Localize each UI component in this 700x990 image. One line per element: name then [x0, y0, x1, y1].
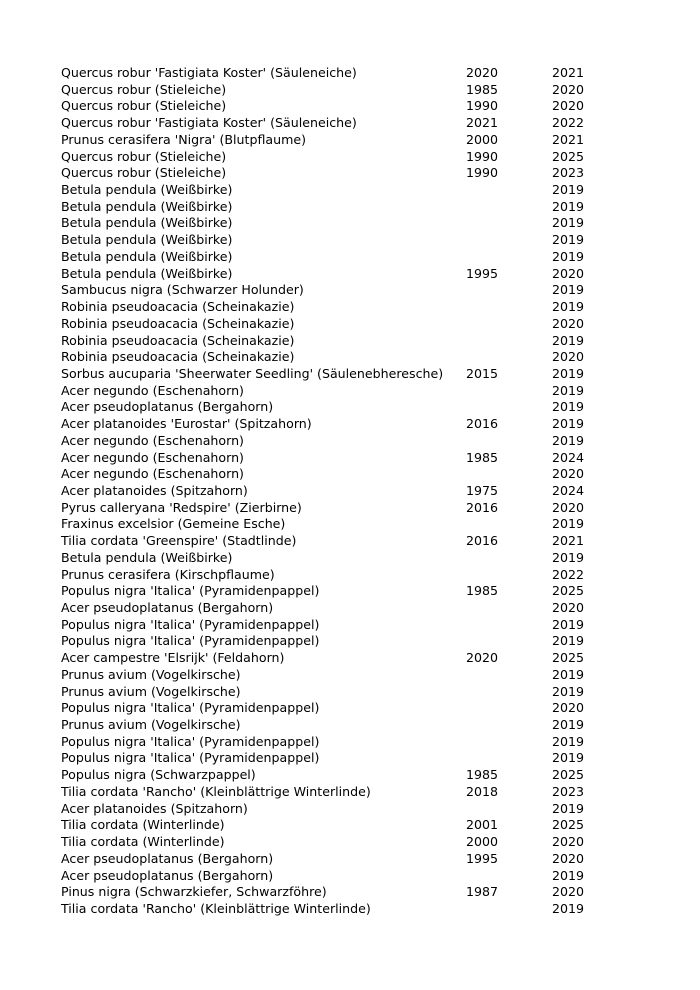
survey-year-cell: 2021 — [552, 533, 585, 549]
table-row — [61, 617, 621, 634]
survey-year-cell: 2019 — [552, 900, 585, 916]
species-cell: Robinia pseudoacacia (Scheinakazie) — [61, 315, 295, 331]
species-cell: Betula pendula (Weißbirke) — [61, 232, 233, 248]
planting-year-cell: 1985 — [466, 449, 499, 465]
species-cell: Quercus robur (Stieleiche) — [61, 98, 227, 114]
species-cell: Acer pseudoplatanus (Bergahorn) — [61, 600, 274, 615]
species-cell: Prunus cerasifera 'Nigra' (Blutpflaume) — [61, 131, 307, 147]
table-row — [61, 901, 621, 918]
species-cell: Robinia pseudoacacia (Scheinakazie) — [61, 332, 295, 348]
table-row — [61, 734, 621, 751]
table-row — [61, 533, 621, 550]
species-cell: Tilia cordata (Winterlinde) — [61, 817, 225, 833]
table-row — [61, 633, 621, 650]
planting-year-cell: 1985 — [466, 81, 499, 97]
survey-year-cell: 2021 — [552, 65, 585, 80]
table-row — [61, 516, 621, 533]
species-cell: Quercus robur (Stieleiche) — [61, 81, 227, 97]
survey-year-cell: 2019 — [552, 733, 585, 749]
table-row — [61, 550, 621, 567]
table-row — [61, 483, 621, 500]
species-cell: Sorbus aucuparia 'Sheerwater Seedling' (Säulenebheresche) — [61, 365, 444, 381]
species-cell: Tilia cordata (Winterlinde) — [61, 834, 225, 850]
species-cell: Tilia cordata 'Rancho' (Kleinblättrige Winterlinde) — [61, 783, 371, 799]
table-row — [61, 583, 621, 600]
table-row — [61, 98, 621, 115]
survey-year-cell: 2019 — [552, 198, 585, 214]
species-cell: Tilia cordata 'Rancho' (Kleinblättrige Winterlinde) — [61, 900, 371, 916]
species-cell: Acer negundo (Eschenahorn) — [61, 449, 244, 465]
survey-year-cell: 2019 — [552, 432, 585, 448]
survey-year-cell: 2019 — [552, 616, 585, 632]
species-cell: Acer negundo (Eschenahorn) — [61, 382, 244, 398]
planting-year-cell: 1987 — [466, 884, 499, 900]
planting-year-cell: 1990 — [466, 98, 499, 114]
table-row — [61, 650, 621, 667]
survey-year-cell: 2019 — [552, 248, 585, 264]
survey-year-cell: 2020 — [552, 884, 585, 900]
table-row — [61, 466, 621, 483]
survey-year-cell: 2025 — [552, 583, 585, 599]
survey-year-cell: 2020 — [552, 600, 585, 615]
table-row — [61, 667, 621, 684]
table-row — [61, 767, 621, 784]
table-row — [61, 834, 621, 851]
survey-year-cell: 2024 — [552, 449, 585, 465]
survey-year-cell: 2025 — [552, 148, 585, 164]
species-cell: Acer negundo (Eschenahorn) — [61, 466, 244, 482]
species-cell: Populus nigra 'Italica' (Pyramidenpappel) — [61, 700, 320, 716]
table-row — [61, 165, 621, 182]
planting-year-cell: 1990 — [466, 148, 499, 164]
survey-year-cell: 2020 — [552, 315, 585, 331]
planting-year-cell: 1985 — [466, 583, 499, 599]
species-cell: Quercus robur (Stieleiche) — [61, 165, 227, 181]
survey-year-cell: 2019 — [552, 332, 585, 348]
table-row — [61, 266, 621, 283]
tree-table — [61, 65, 621, 918]
survey-year-cell: 2023 — [552, 165, 585, 181]
species-cell: Betula pendula (Weißbirke) — [61, 198, 233, 214]
table-row — [61, 349, 621, 366]
table-row — [61, 65, 621, 82]
table-row — [61, 868, 621, 885]
survey-year-cell: 2020 — [552, 349, 585, 365]
species-cell: Prunus avium (Vogelkirsche) — [61, 717, 241, 733]
species-cell: Betula pendula (Weißbirke) — [61, 549, 233, 565]
species-cell: Quercus robur 'Fastigiata Koster' (Säuleneiche) — [61, 115, 357, 131]
table-row — [61, 115, 621, 132]
planting-year-cell: 2015 — [466, 365, 499, 381]
species-cell: Acer platanoides (Spitzahorn) — [61, 800, 248, 816]
planting-year-cell: 2000 — [466, 834, 499, 850]
species-cell: Prunus avium (Vogelkirsche) — [61, 683, 241, 699]
species-cell: Pinus nigra (Schwarzkiefer, Schwarzföhre) — [61, 884, 327, 900]
species-cell: Acer platanoides 'Eurostar' (Spitzahorn) — [61, 416, 312, 432]
table-row — [61, 817, 621, 834]
species-cell: Pyrus calleryana 'Redspire' (Zierbirne) — [61, 499, 302, 515]
table-row — [61, 801, 621, 818]
species-cell: Quercus robur 'Fastigiata Koster' (Säuleneiche) — [61, 65, 357, 80]
survey-year-cell: 2025 — [552, 767, 585, 783]
table-row — [61, 82, 621, 99]
survey-year-cell: 2019 — [552, 549, 585, 565]
table-row — [61, 316, 621, 333]
planting-year-cell: 2016 — [466, 416, 499, 432]
table-row — [61, 700, 621, 717]
survey-year-cell: 2020 — [552, 81, 585, 97]
survey-year-cell: 2020 — [552, 850, 585, 866]
table-row — [61, 199, 621, 216]
survey-year-cell: 2020 — [552, 499, 585, 515]
species-cell: Acer pseudoplatanus (Bergahorn) — [61, 867, 274, 883]
survey-year-cell: 2020 — [552, 834, 585, 850]
table-row — [61, 249, 621, 266]
species-cell: Quercus robur (Stieleiche) — [61, 148, 227, 164]
table-row — [61, 567, 621, 584]
survey-year-cell: 2019 — [552, 232, 585, 248]
table-row — [61, 366, 621, 383]
survey-year-cell: 2021 — [552, 131, 585, 147]
species-cell: Acer platanoides (Spitzahorn) — [61, 482, 248, 498]
table-row — [61, 450, 621, 467]
survey-year-cell: 2024 — [552, 482, 585, 498]
survey-year-cell: 2020 — [552, 265, 585, 281]
table-row — [61, 299, 621, 316]
species-cell: Robinia pseudoacacia (Scheinakazie) — [61, 349, 295, 365]
table-row — [61, 333, 621, 350]
species-cell: Betula pendula (Weißbirke) — [61, 215, 233, 231]
planting-year-cell: 1995 — [466, 850, 499, 866]
survey-year-cell: 2019 — [552, 666, 585, 682]
species-cell: Betula pendula (Weißbirke) — [61, 182, 233, 198]
survey-year-cell: 2020 — [552, 98, 585, 114]
survey-year-cell: 2019 — [552, 299, 585, 315]
species-cell: Prunus avium (Vogelkirsche) — [61, 666, 241, 682]
survey-year-cell: 2019 — [552, 282, 585, 298]
planting-year-cell: 2016 — [466, 499, 499, 515]
survey-year-cell: 2022 — [552, 566, 585, 582]
planting-year-cell: 1985 — [466, 767, 499, 783]
survey-year-cell: 2019 — [552, 382, 585, 398]
survey-year-cell: 2019 — [552, 717, 585, 733]
survey-year-cell: 2019 — [552, 683, 585, 699]
species-cell: Populus nigra 'Italica' (Pyramidenpappel) — [61, 733, 320, 749]
species-cell: Betula pendula (Weißbirke) — [61, 248, 233, 264]
table-row — [61, 383, 621, 400]
table-row — [61, 282, 621, 299]
species-cell: Populus nigra 'Italica' (Pyramidenpappel) — [61, 583, 320, 599]
planting-year-cell: 2018 — [466, 783, 499, 799]
survey-year-cell: 2020 — [552, 700, 585, 716]
survey-year-cell: 2020 — [552, 466, 585, 482]
table-row — [61, 182, 621, 199]
table-row — [61, 215, 621, 232]
table-row — [61, 684, 621, 701]
species-cell: Populus nigra 'Italica' (Pyramidenpappel) — [61, 750, 320, 766]
species-cell: Populus nigra 'Italica' (Pyramidenpappel) — [61, 616, 320, 632]
planting-year-cell: 2020 — [466, 650, 499, 666]
planting-year-cell: 2001 — [466, 817, 499, 833]
species-cell: Acer pseudoplatanus (Bergahorn) — [61, 850, 274, 866]
survey-year-cell: 2019 — [552, 182, 585, 198]
species-cell: Prunus cerasifera (Kirschpflaume) — [61, 566, 275, 582]
planting-year-cell: 2000 — [466, 131, 499, 147]
species-cell: Betula pendula (Weißbirke) — [61, 265, 233, 281]
survey-year-cell: 2019 — [552, 365, 585, 381]
table-row — [61, 416, 621, 433]
species-cell: Populus nigra (Schwarzpappel) — [61, 767, 256, 783]
table-row — [61, 232, 621, 249]
table-row — [61, 750, 621, 767]
table-row — [61, 717, 621, 734]
species-cell: Acer negundo (Eschenahorn) — [61, 432, 244, 448]
table-row — [61, 132, 621, 149]
species-cell: Acer pseudoplatanus (Bergahorn) — [61, 399, 274, 415]
survey-year-cell: 2019 — [552, 416, 585, 432]
survey-year-cell: 2019 — [552, 399, 585, 415]
planting-year-cell: 2020 — [466, 65, 499, 80]
survey-year-cell: 2019 — [552, 750, 585, 766]
species-cell: Sambucus nigra (Schwarzer Holunder) — [61, 282, 304, 298]
survey-year-cell: 2022 — [552, 115, 585, 131]
table-row — [61, 399, 621, 416]
species-cell: Populus nigra 'Italica' (Pyramidenpappel) — [61, 633, 320, 649]
species-cell: Robinia pseudoacacia (Scheinakazie) — [61, 299, 295, 315]
survey-year-cell: 2019 — [552, 516, 585, 532]
survey-year-cell: 2019 — [552, 633, 585, 649]
survey-year-cell: 2025 — [552, 817, 585, 833]
species-cell: Fraxinus excelsior (Gemeine Esche) — [61, 516, 286, 532]
species-cell: Tilia cordata 'Greenspire' (Stadtlinde) — [61, 533, 297, 549]
planting-year-cell: 1990 — [466, 165, 499, 181]
table-row — [61, 884, 621, 901]
table-row — [61, 500, 621, 517]
table-row — [61, 433, 621, 450]
table-row — [61, 149, 621, 166]
planting-year-cell: 2016 — [466, 533, 499, 549]
species-cell: Acer campestre 'Elsrijk' (Feldahorn) — [61, 650, 285, 666]
survey-year-cell: 2019 — [552, 867, 585, 883]
survey-year-cell: 2025 — [552, 650, 585, 666]
planting-year-cell: 1995 — [466, 265, 499, 281]
table-row — [61, 784, 621, 801]
planting-year-cell: 1975 — [466, 482, 499, 498]
planting-year-cell: 2021 — [466, 115, 499, 131]
table-row — [61, 851, 621, 868]
survey-year-cell: 2019 — [552, 215, 585, 231]
survey-year-cell: 2019 — [552, 800, 585, 816]
table-row — [61, 600, 621, 617]
survey-year-cell: 2023 — [552, 783, 585, 799]
